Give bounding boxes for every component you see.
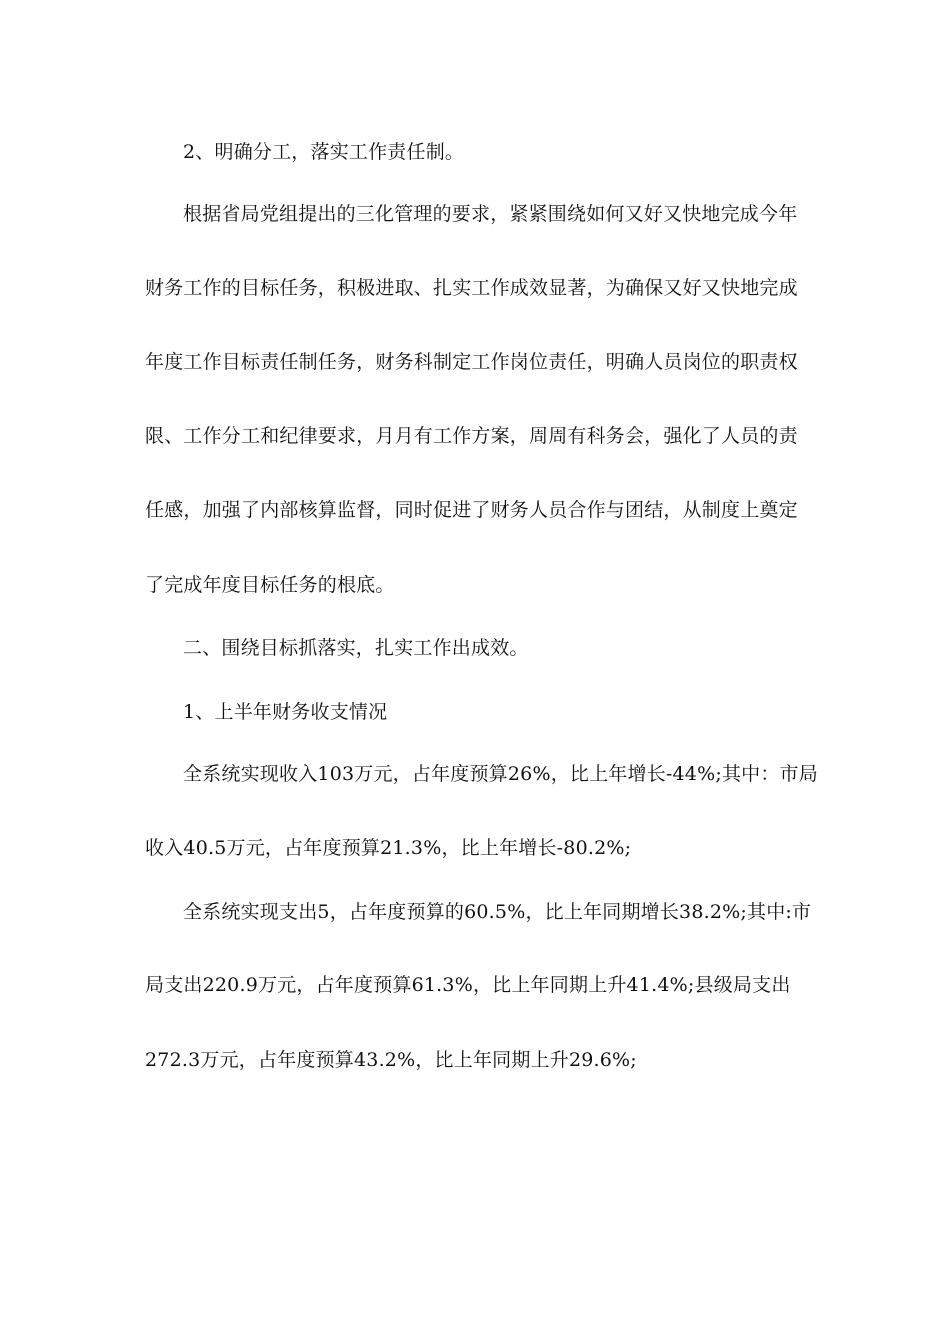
paragraph-line: 局支出220.9万元，占年度预算61.3%，比上年同期上升41.4%;县级局支出 — [145, 974, 791, 996]
paragraph-line: 任感，加强了内部核算监督，同时促进了财务人员合作与团结，从制度上奠定 — [145, 499, 798, 521]
paragraph-line: 全系统实现支出5，占年度预算的60.5%，比上年同期增长38.2%;其中:市 — [183, 901, 812, 923]
paragraph-line: 收入40.5万元，占年度预算21.3%，比上年增长-80.2%; — [145, 837, 632, 859]
paragraph-line: 根据省局党组提出的三化管理的要求，紧紧围绕如何又好又快地完成今年 — [183, 203, 798, 225]
section-heading-2: 2、明确分工，落实工作责任制。 — [183, 141, 465, 163]
paragraph-line: 全系统实现收入103万元，占年度预算26%，比上年增长-44%;其中：市局 — [183, 763, 818, 785]
paragraph-line: 财务工作的目标任务，积极进取、扎实工作成效显著，为确保又好又快地完成 — [145, 277, 798, 299]
subsection-heading-1: 1、上半年财务收支情况 — [183, 701, 388, 723]
section-heading-two: 二、围绕目标抓落实，扎实工作出成效。 — [183, 637, 529, 659]
paragraph-line: 限、工作分工和纪律要求，月月有工作方案，周周有科务会，强化了人员的责 — [145, 425, 798, 447]
paragraph-line: 年度工作目标责任制任务，财务科制定工作岗位责任，明确人员岗位的职责权 — [145, 351, 798, 373]
paragraph-line: 了完成年度目标任务的根底。 — [145, 574, 395, 596]
paragraph-line: 272.3万元，占年度预算43.2%，比上年同期上升29.6%; — [145, 1049, 637, 1071]
